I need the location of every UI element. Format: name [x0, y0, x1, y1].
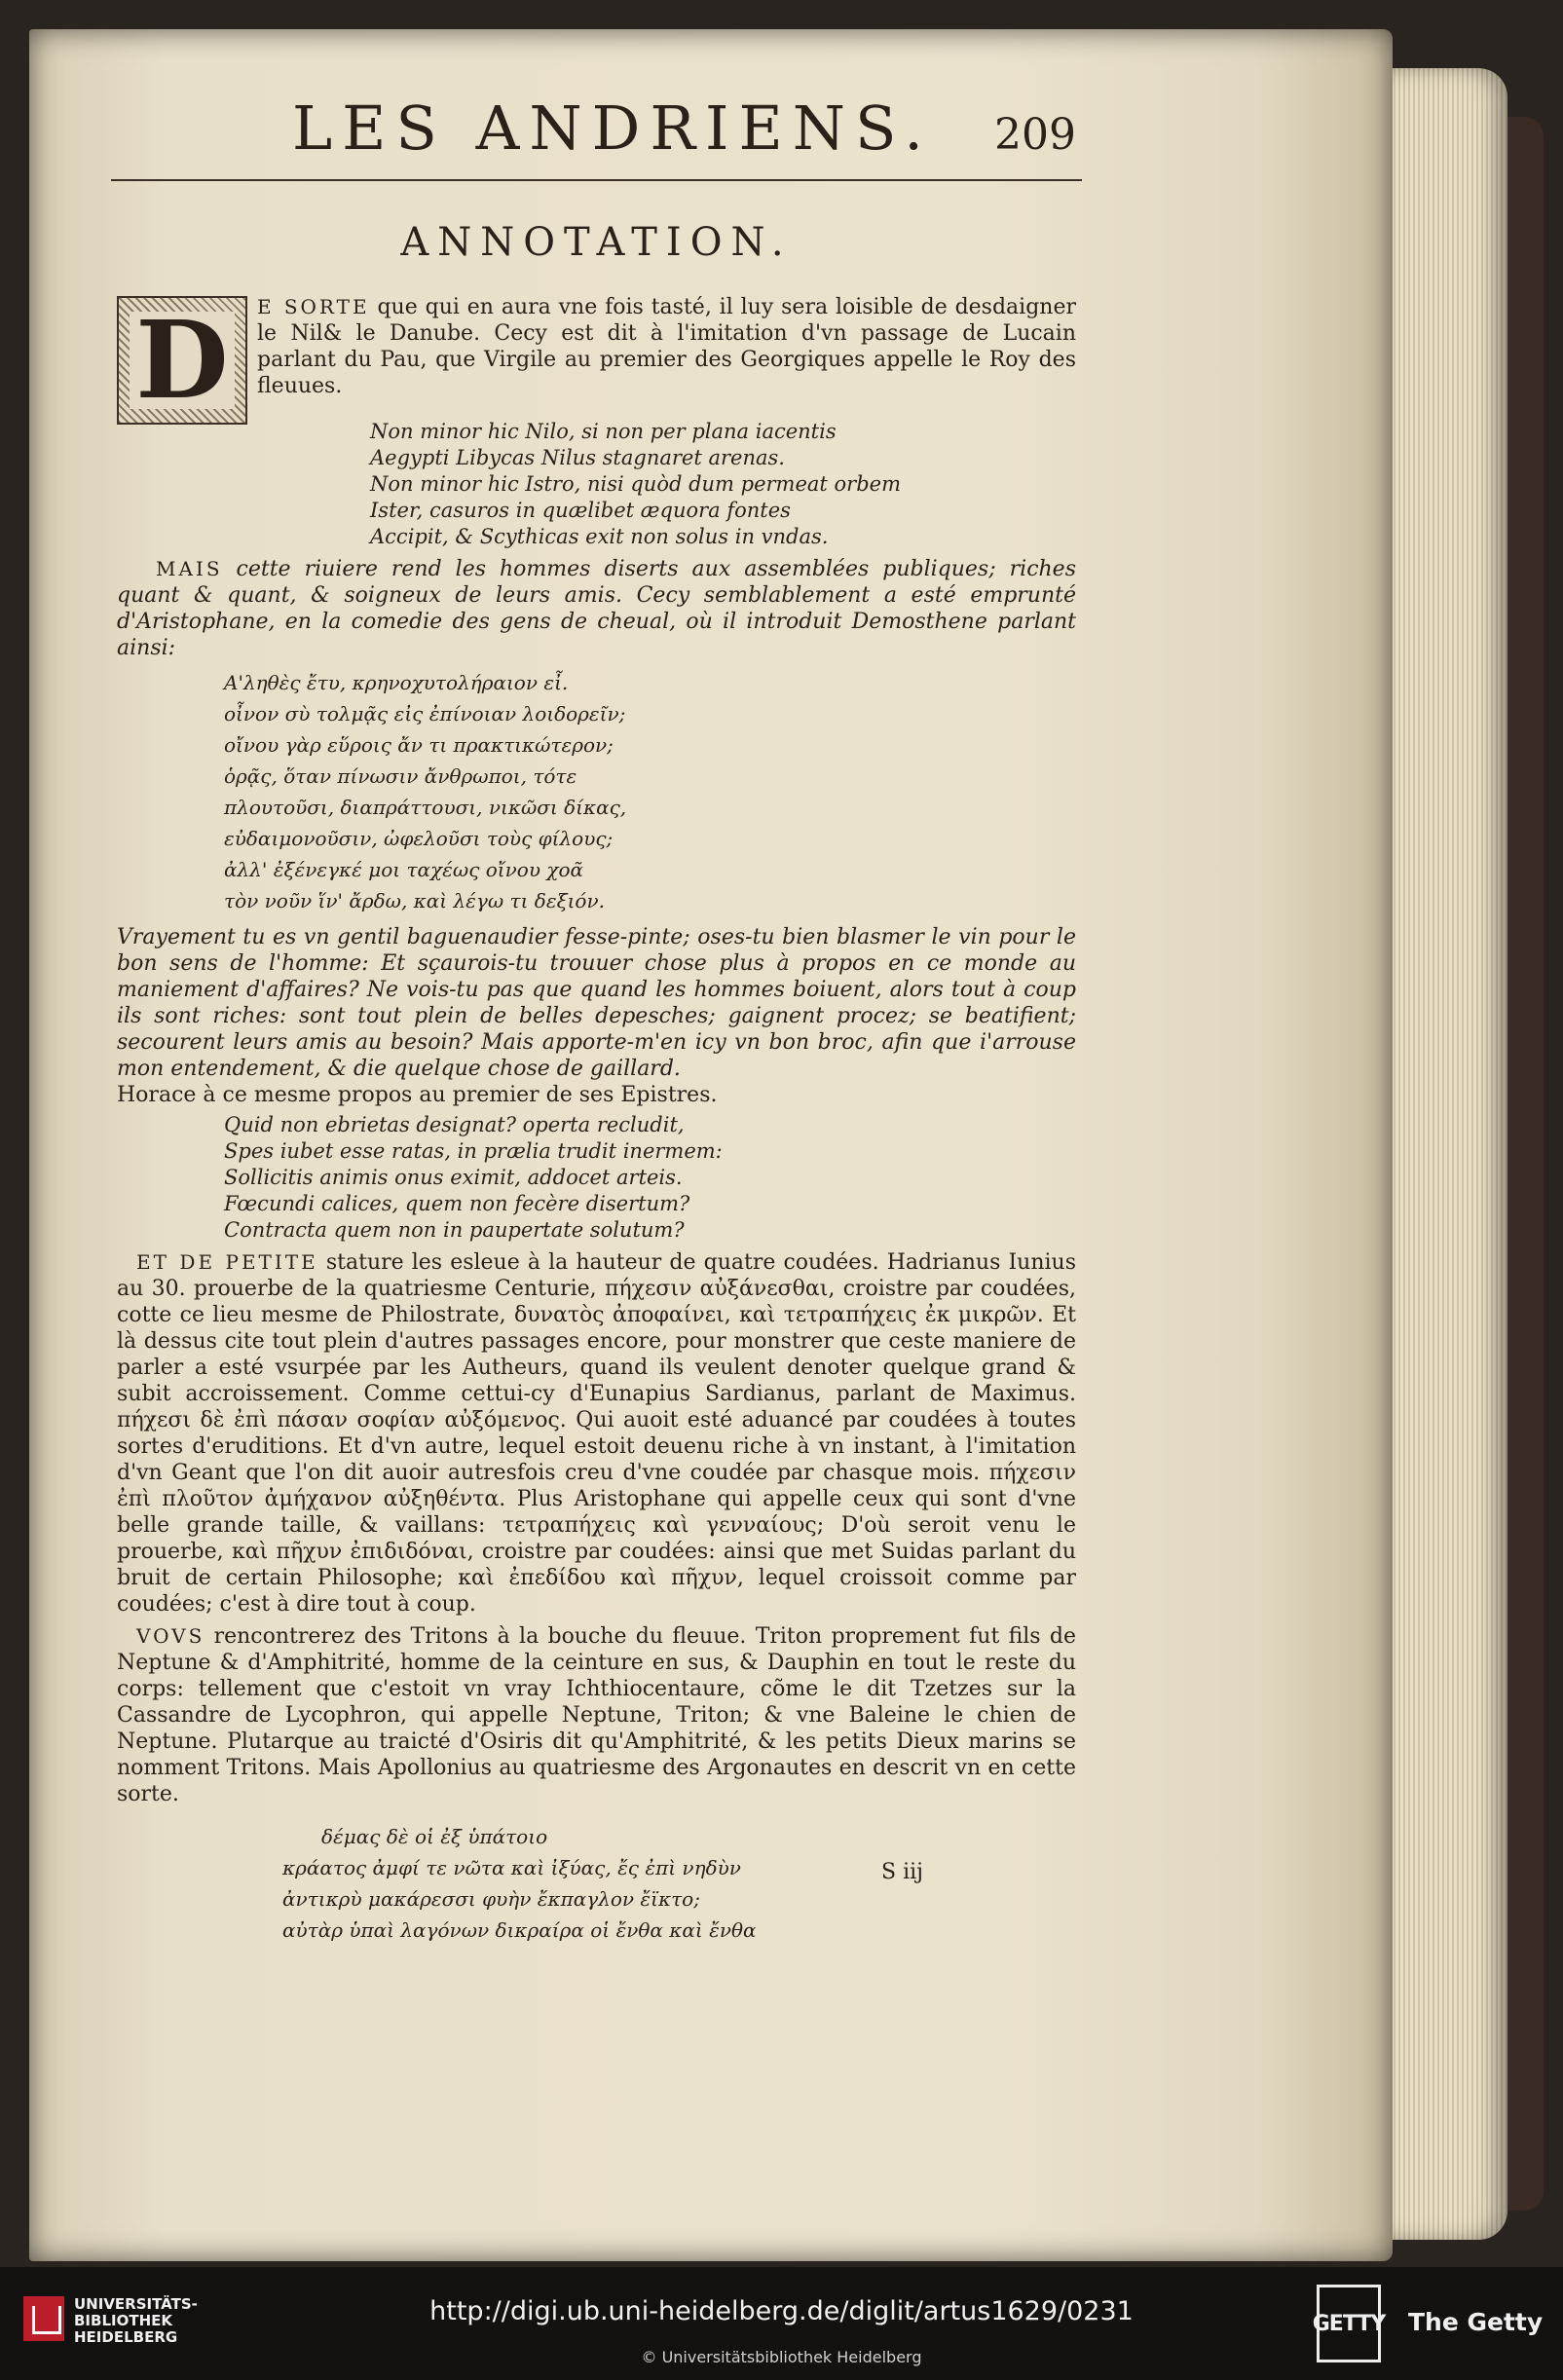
- lead-words: E SORTE: [257, 295, 370, 318]
- paragraph-1: [117, 294, 1076, 399]
- verse-line: Fœcundi calices, quem non fecère disertum?: [224, 1192, 690, 1215]
- section-heading: ANNOTATION.: [400, 220, 793, 265]
- greek-line: εὐδαιμονοῦσιν, ὠφελοῦσι τοὺς φίλους;: [224, 827, 614, 850]
- greek-line: τὸν νοῦν ἵν' ἄρδω, καὶ λέγω τι δεξιόν.: [224, 889, 605, 912]
- paragraph-5: [117, 1249, 1076, 1618]
- book-cover-edge: [1505, 117, 1544, 2211]
- greek-line: αὐτὰρ ὑπαὶ λαγόνων δικραίρα οἱ ἔνθα καὶ ἔνθα: [282, 1918, 757, 1942]
- greek-line: οἴνου γὰρ εὕροις ἄν τι πρακτικώτερον;: [224, 733, 614, 757]
- page-number: 209: [994, 110, 1076, 160]
- permalink-url[interactable]: http://digi.ub.uni-heidelberg.de/diglit/artus1629/0231: [429, 2296, 1134, 2326]
- paragraph-text: stature les esleue à la hauteur de quatre coudées. Hadrianus Iunius au 30. prouerbe de la quatriesme Centurie, πήχεσιν αὐξάνεσθαι, croistre par coudées, cotte ce lieu mesme de Philostrate, δυνατὸς ἀποφαίνει, καὶ τετραπήχεις ἐκ μικρῶν. Et là dessus cite tout plein d'autres passages encore, pour monstrer que ceste maniere de parler a esté vsurpée par les Autheurs, quand ils veulent denoter quelque grand & subit accroissement. Comme cettui-cy d'Eunapius Sardianus, parlant de Maximus. πήχεσι δὲ ἐπὶ πάσαν σοφίαν αὐξόμενος. Qui auoit esté aduancé par coudées à toutes sortes d'eruditions. Et d'vn autre, lequel estoit deuenu riche à vn instant, à l'imitation d'vn Geant que l'on dit auoir autresfois creu d'vne coudée par chasque mois. πήχεσιν ἐπὶ πλοῦτον ἀμήχανον αὐξηθέντα. Plus Aristophane qui appelle ceux qui sont d'vne belle grande taille, & vaillans: τετραπήχεις καὶ γενναίους; D'où seroit venu le prouerbe, καὶ πῆχυν ἐπιδιδόναι, croistre par coudées: ainsi que met Suidas parlant du bruit de certain Philosophe; καὶ ἐπεδίδου καὶ πῆχυν, lequel croissoit comme par coudées; c'est à dire tout à coup.: [117, 1250, 1077, 1617]
- getty-logo-icon[interactable]: GETTY: [1317, 2285, 1381, 2362]
- paragraph-6: [117, 1623, 1076, 1807]
- verse-line: Aegypti Libycas Nilus stagnaret arenas.: [370, 446, 785, 469]
- institution-line: HEIDELBERG: [74, 2328, 178, 2346]
- verse-line: Quid non ebrietas designat? operta recludit,: [224, 1113, 685, 1136]
- dropcap-letter: D: [130, 312, 234, 409]
- paragraph-text: que qui en aura vne fois tasté, il luy sera loisible de desdaigner le Nil& le Danube. Cecy est dit à l'imitation d'vn passage de Lucain parlant du Pau, que Virgile au premier des Georgiques appelle le Roy des fleuues.: [257, 295, 1077, 398]
- greek-line: ἀλλ' ἐξένεγκέ μοι ταχέως οἴνου χοᾶ: [224, 858, 584, 881]
- latin-verse-1: [117, 419, 1076, 550]
- greek-line: πλουτοῦσι, διαπράττουσι, νικῶσι δίκας,: [224, 796, 627, 819]
- verse-line: Contracta quem non in paupertate solutum?: [224, 1218, 685, 1242]
- getty-name[interactable]: The Getty: [1408, 2308, 1544, 2336]
- header-rule: [111, 179, 1082, 181]
- verse-line: Ister, casuros in quælibet æquora fontes: [370, 499, 791, 522]
- greek-quote-2: [117, 1821, 1076, 1946]
- institution-line: UNIVERSITÄTS-: [74, 2295, 198, 2313]
- verse-line: Non minor hic Istro, nisi quòd dum permeat orbem: [370, 472, 901, 496]
- paragraph-2: [117, 556, 1076, 661]
- institution-line: BIBLIOTHEK: [74, 2312, 172, 2329]
- verse-line: Sollicitis animis onus eximit, addocet arteis.: [224, 1166, 683, 1189]
- lead-words: ET DE PETITE: [136, 1250, 318, 1274]
- latin-verse-2: [117, 1112, 1076, 1244]
- greek-line: δέμας δὲ οἱ ἐξ ὑπάτοιο: [321, 1825, 548, 1848]
- verse-line: Accipit, & Scythicas exit non solus in vndas.: [370, 525, 829, 548]
- paragraph-3: Vrayement tu es vn gentil baguenaudier fesse-pinte; oses-tu bien blasmer le vin pour le bon sens de l'homme: Et sçaurois-tu trouuer chose plus à propos en ce monde au maniement d'affaires? Ne vois-tu pas que quand les hommes boiuent, alors tout à coup ils sont riches: sont tout plein de belles depesches; gaignent procez; se beatifient; secourent leurs amis au besoin? Mais apporte-m'en icy vn bon broc, afin que i'arrouse mon entendement, & die quelque chose de gaillard.: [117, 925, 1076, 1081]
- running-title: LES ANDRIENS.: [292, 93, 933, 164]
- signature-mark: S iij: [881, 1860, 923, 1884]
- greek-line: ἀντικρὺ μακάρεσσι φυὴν ἔκπαγλον ἔϊκτο;: [282, 1887, 700, 1911]
- paragraph-text: cette riuiere rend les hommes diserts aux assemblées publiques; riches quant & quant, & soigneux de leurs amis. Cecy semblablement a esté emprunté d'Aristophane, en la comedie des gens de cheual, où il introduit Demosthene parlant ainsi:: [117, 557, 1076, 660]
- paragraph-4: Horace à ce mesme propos au premier de ses Epistres.: [117, 1083, 718, 1107]
- greek-quote-1: [117, 667, 1076, 916]
- greek-line: ὁρᾷς, ὅταν πίνωσιν ἄνθρωποι, τότε: [224, 764, 577, 788]
- verse-line: Spes iubet esse ratas, in prælia trudit inermem:: [224, 1139, 723, 1163]
- paragraph-text: rencontrerez des Tritons à la bouche du fleuue. Triton proprement fut fils de Neptune & d'Amphitrité, homme de la ceinture en sus, & Dauphin en tout le reste du corps: tellement que c'estoit vn vray Ichthiocentaure, cõme le dit Tzetzes sur la Cassandre de Lycophron, qui appelle Neptune, Triton; & vne Baleine le chien de Neptune. Plutarque au traicté d'Osiris dit qu'Amphitrité, & les petits Dieux marins se nomment Tritons. Mais Apollonius au quatriesme des Argonautes en descrit vn en cette sorte.: [117, 1624, 1076, 1806]
- ornamental-initial: [117, 296, 247, 425]
- page-text: [117, 93, 1076, 1946]
- greek-line: Α'ληθὲς ἔτυ, κρηνοχυτολήραιον εἶ.: [224, 671, 569, 694]
- greek-line: κράατος ἀμφί τε νῶτα καὶ ἰξύας, ἔς ἐπὶ νηδὺν: [282, 1856, 741, 1879]
- verse-line: Non minor hic Nilo, si non per plana iacentis: [370, 420, 837, 443]
- greek-line: οἶνον σὺ τολμᾷς εἰς ἐπίνοιαν λοιδορεῖν;: [224, 702, 626, 725]
- running-header: [117, 93, 1076, 164]
- copyright-notice: © Universitätsbibliothek Heidelberg: [641, 2348, 922, 2366]
- lead-words: MAIS: [156, 557, 223, 580]
- viewer-footer: [0, 2267, 1563, 2380]
- lead-words: VOVS: [136, 1624, 205, 1648]
